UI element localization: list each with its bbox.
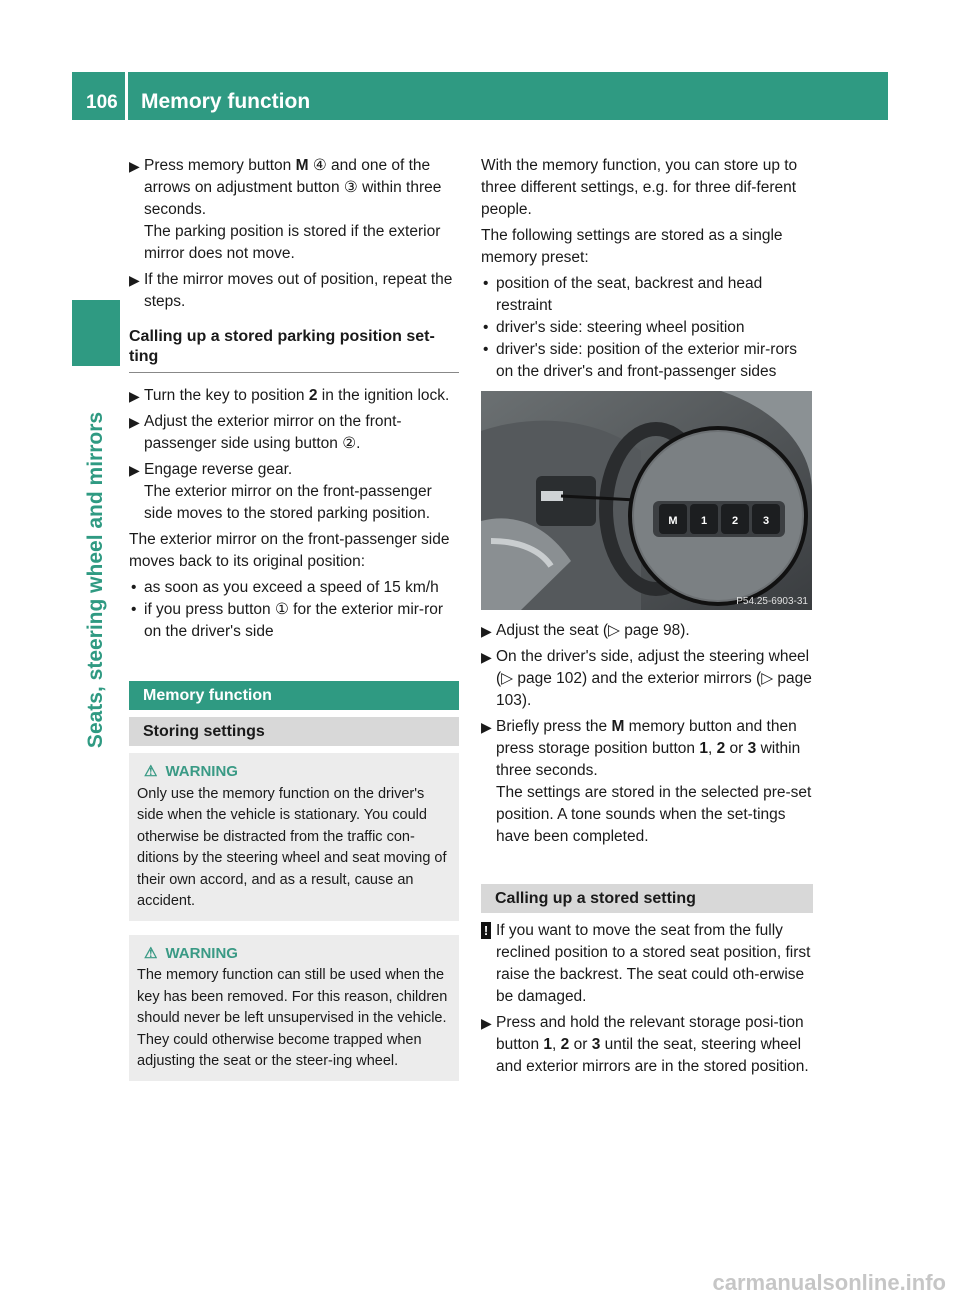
step-item: ▶ Adjust the exterior mirror on the front-passenger side using button ②. [129, 413, 402, 452]
button-label: 2 [731, 515, 739, 527]
bullet-icon: • [483, 275, 489, 292]
left-column [129, 155, 459, 1081]
step-arrow-icon: ▶ [129, 414, 140, 430]
step-item: ▶ Engage reverse gear. The exterior mirror on the front-passenger side moves to the stored parking position. [129, 459, 459, 525]
subsection-title-bar: Calling up a stored setting [481, 884, 813, 913]
page-title: Memory function [141, 90, 311, 113]
step-arrow-icon: ▶ [129, 462, 140, 478]
warning-triangle-icon: ⚠ [144, 944, 158, 962]
section-title-bar: Memory function [129, 681, 459, 710]
step-item: ▶ Press and hold the relevant storage posi-tion button 1, 2 or 3 until the seat, steering wheel and exterior mirrors are in the stored position. [481, 1014, 809, 1075]
warning-text: Only use the memory function on the driver's side when the vehicle is stationary. You could otherwise be distracted from the traffic con-ditions by the steering wheel and seat moving of their own accord, and as a result, cause an accident. [137, 785, 447, 909]
subsection-title-bar: Storing settings [129, 717, 459, 746]
step-item: ▶ Turn the key to position 2 in the ignition lock. [129, 385, 459, 407]
step-arrow-icon: ▶ [481, 1015, 492, 1031]
step-result: The parking position is stored if the exterior mirror does not move. [144, 223, 441, 262]
step-item: ▶ If the mirror moves out of position, repeat the steps. [129, 271, 453, 310]
side-tab [72, 300, 120, 366]
button-label: 3 [762, 515, 770, 527]
bullet-icon: • [483, 319, 489, 336]
photo-code: P54.25-6903-31 [736, 596, 808, 607]
button-label: 1 [700, 515, 708, 527]
warning-heading: ⚠ WARNING [144, 944, 238, 962]
footer-watermark: carmanualsonline.info [712, 1270, 946, 1295]
door-panel-illustration [481, 391, 812, 610]
exclamation-icon: ! [481, 922, 491, 939]
bullet-icon: • [131, 601, 137, 618]
bullet-item: • as soon as you exceed a speed of 15 km/h [129, 577, 459, 599]
bullet-item: • driver's side: steering wheel position [481, 317, 813, 339]
button-label: M [668, 515, 678, 527]
door-panel-photo [481, 391, 812, 610]
step-arrow-icon: ▶ [481, 623, 492, 639]
paragraph: The exterior mirror on the front-passenger side moves back to its original position: [129, 531, 450, 570]
warning-triangle-icon: ⚠ [144, 763, 158, 780]
warning-box [129, 935, 459, 1081]
sub-heading: Calling up a stored parking position set-ting [129, 327, 459, 373]
bullet-item: • driver's side: position of the exterior mir-rors on the driver's and front-passenger sides [483, 341, 798, 380]
step-item: ▶ Briefly press the M memory button and then press storage position button 1, 2 or 3 within three seconds. The settings are stored in the selected pre-set position. A tone sounds when the set-tings have been completed. [481, 716, 813, 848]
warning-heading: ⚠ WARNING [144, 763, 238, 780]
step-result: The exterior mirror on the front-passenger side moves to the stored parking position. [144, 483, 432, 522]
step-item: ▶ Press memory button M ④ and one of the arrows on adjustment button ③ within three seconds. The parking position is stored if the exterior mirror does not move. [129, 155, 459, 265]
step-result: The settings are stored in the selected pre-set position. A tone sounds when the set-tings have been completed. [496, 784, 812, 845]
bullet-icon: • [483, 341, 489, 358]
step-arrow-icon: ▶ [481, 649, 492, 665]
chapter-side-title: Seats, steering wheel and mirrors [84, 411, 107, 749]
bullet-item: • position of the seat, backrest and head restraint [483, 275, 763, 314]
page-number: 106 [86, 92, 118, 113]
note-item: ! If you want to move the seat from the fully reclined position to a stored seat position, first raise the backrest. The seat could oth-erwise be damaged. [481, 920, 813, 1008]
right-column [481, 155, 813, 1082]
warning-box [129, 753, 459, 921]
header-divider [125, 72, 128, 120]
bullet-item: • if you press button ① for the exterior mir-ror on the driver's side [131, 601, 444, 640]
paragraph: With the memory function, you can store up to three different settings, e.g. for three dif-ferent people. [481, 157, 798, 218]
step-item: ▶ Adjust the seat (▷ page 98). [481, 620, 813, 642]
step-arrow-icon: ▶ [129, 272, 140, 288]
step-arrow-icon: ▶ [481, 719, 492, 735]
step-item: ▶ On the driver's side, adjust the steering wheel (▷ page 102) and the exterior mirrors (▷ page 103). [481, 648, 812, 709]
bullet-icon: • [131, 579, 137, 596]
paragraph: The following settings are stored as a single memory preset: [481, 227, 783, 266]
step-arrow-icon: ▶ [129, 388, 140, 404]
warning-text: The memory function can still be used when the key has been removed. For this reason, children should never be left unsupervised in the vehicle. They could otherwise become trapped when adjusting the seat or the steer-ing wheel. [137, 967, 448, 1069]
step-arrow-icon: ▶ [129, 158, 140, 174]
